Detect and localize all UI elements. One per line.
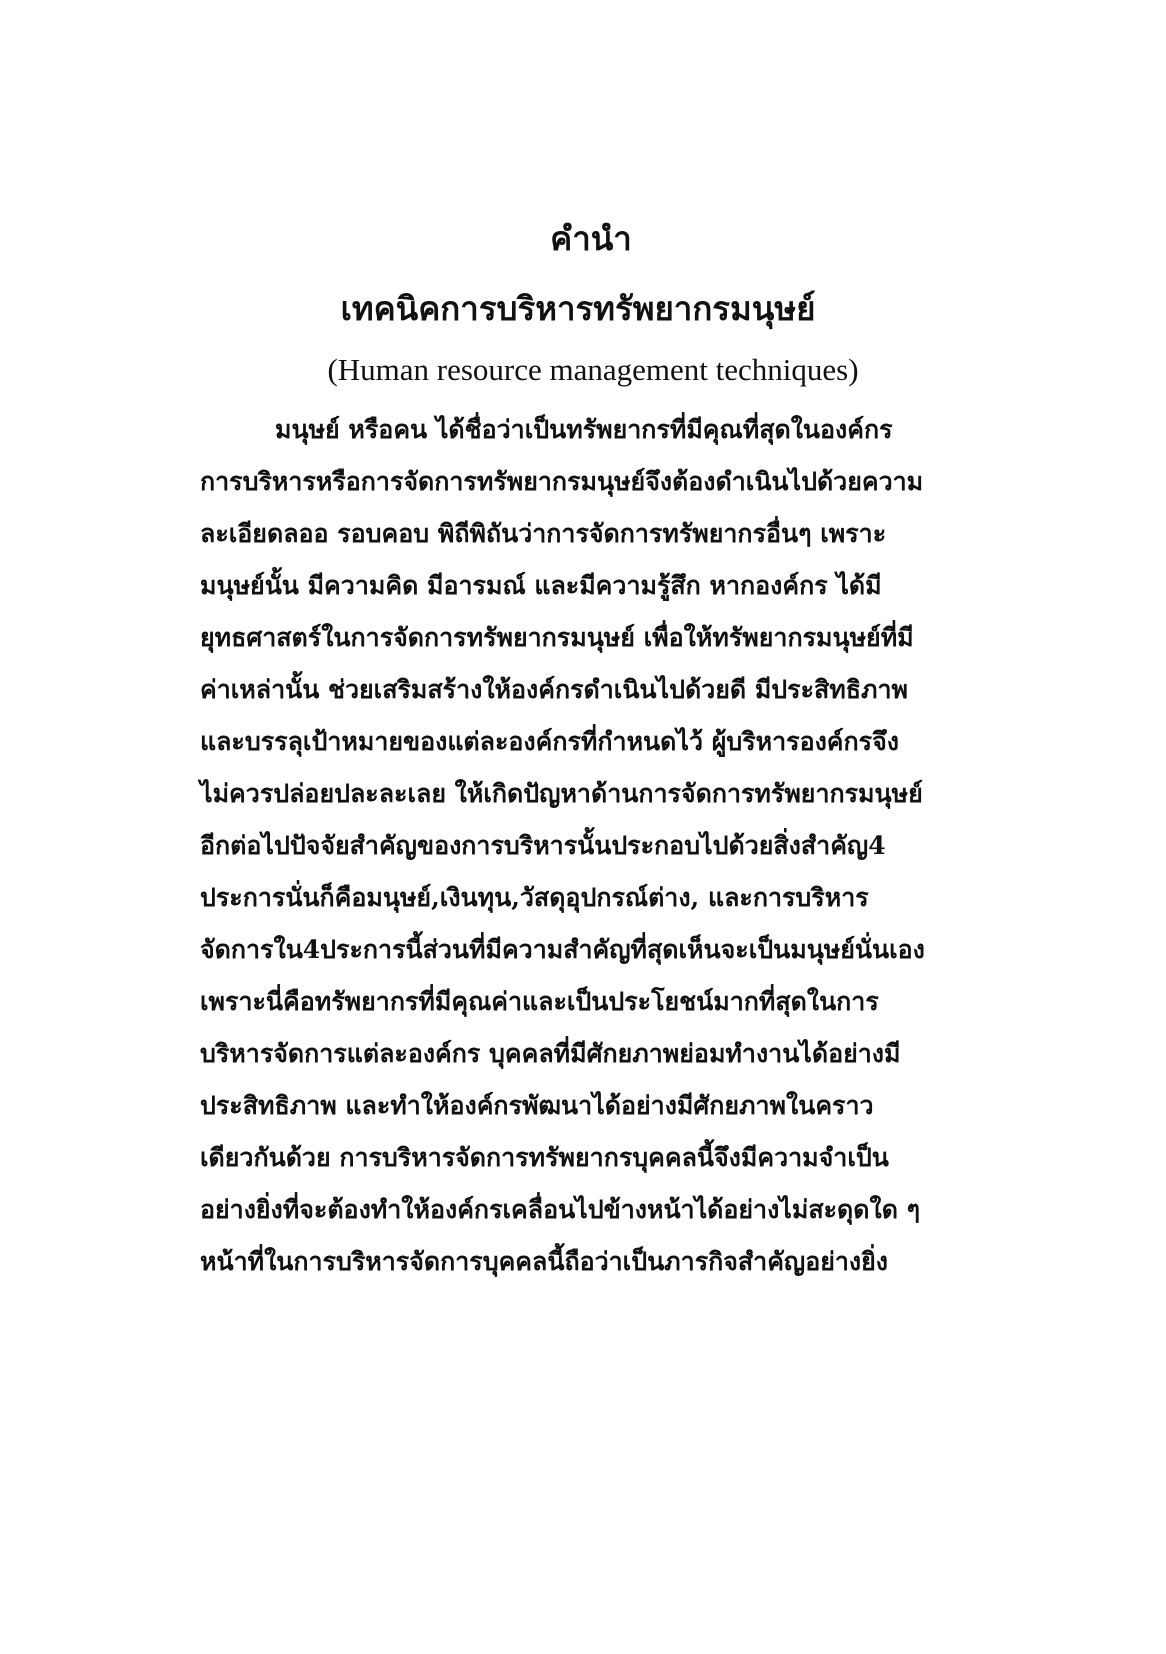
- body-line: ค่าเหล่านั้น ช่วยเสริมสร้างให้องค์กรดำเนินไปด้วยดี มีประสิทธิภาพ: [200, 675, 909, 704]
- body-line: บริหารจัดการแต่ละองค์กร บุคคลที่มีศักยภาพย่อมทำงานได้อย่างมี: [200, 1039, 901, 1068]
- body-line: ประการนั่นก็คือมนุษย์,เงินทุน,วัสดุอุปกรณ์ต่าง, และการบริหาร: [200, 883, 869, 912]
- body-line: และบรรลุเป้าหมายของแต่ละองค์กรที่กำหนดไว้ ผู้บริหารองค์กรจึง: [200, 727, 899, 756]
- document-title: คำนำ: [550, 219, 632, 258]
- body-line: เพราะนี่คือทรัพยากรที่มีคุณค่าและเป็นประโยชน์มากที่สุดในการ: [200, 987, 879, 1016]
- body-line: มนุษย์ หรือคน ได้ชื่อว่าเป็นทรัพยากรที่มีคุณที่สุดในองค์กร: [275, 415, 893, 444]
- body-line: อีกต่อไปปัจจัยสำคัญของการบริหารนั้นประกอบไปด้วยสิ่งสำคัญ4: [200, 831, 886, 860]
- body-line: หน้าที่ในการบริหารจัดการบุคคลนี้ถือว่าเป็นภารกิจสำคัญอย่างยิ่ง: [200, 1247, 888, 1276]
- body-line: เดียวกันด้วย การบริหารจัดการทรัพยากรบุคคลนี้จึงมีความจำเป็น: [200, 1143, 889, 1172]
- body-line: ละเอียดลออ รอบคอบ พิถีพิถันว่าการจัดการทรัพยากรอื่นๆ เพราะ: [200, 519, 887, 548]
- document-heading: เทคนิคการบริหารทรัพยากรมนุษย์: [340, 289, 816, 328]
- document-subtitle: (Human resource management techniques): [327, 352, 859, 387]
- body-line: ยุทธศาสตร์ในการจัดการทรัพยากรมนุษย์ เพื่อให้ทรัพยากรมนุษย์ที่มี: [200, 623, 914, 652]
- body-line: จัดการใน4ประการนี้ส่วนที่มีความสำคัญที่สุดเห็นจะเป็นมนุษย์นั่นเอง: [200, 935, 925, 964]
- body-line: อย่างยิ่งที่จะต้องทำให้องค์กรเคลื่อนไปข้างหน้าได้อย่างไม่สะดุดใด ๆ: [200, 1195, 921, 1224]
- body-line: มนุษย์นั้น มีความคิด มีอารมณ์ และมีความรู้สึก หากองค์กร ได้มี: [200, 571, 882, 600]
- body-line: ไม่ควรปล่อยปละละเลย ให้เกิดปัญหาด้านการจัดการทรัพยากรมนุษย์: [200, 779, 923, 808]
- body-line: ประสิทธิภาพ และทำให้องค์กรพัฒนาได้อย่างมีศักยภาพในคราว: [200, 1091, 874, 1120]
- body-line: การบริหารหรือการจัดการทรัพยากรมนุษย์จึงต้องดำเนินไปด้วยความ: [200, 467, 924, 496]
